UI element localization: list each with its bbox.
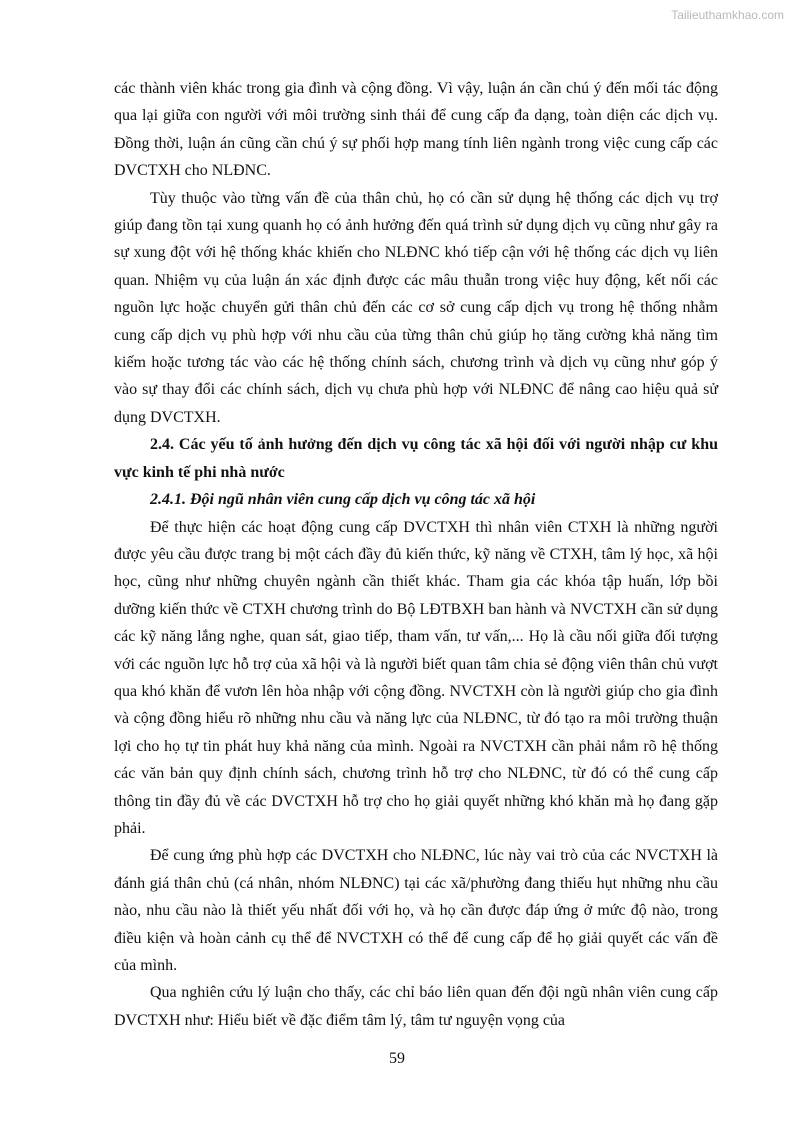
paragraph: Tùy thuộc vào từng vấn đề của thân chủ, họ có cần sử dụng hệ thống các dịch vụ trợ giúp đang tồn tại xung quanh họ có ảnh hưởng đến quá trình sử dụng dịch vụ cũng như gây ra sự xung đột với hệ thống khác khiến cho NLĐNC khó tiếp cận với hệ thống các dịch vụ liên quan. Nhiệm vụ của luận án xác định được các mâu thuẫn trong việc huy động, kết nối các nguồn lực hoặc chuyển gửi thân chủ đến các cơ sở cung cấp dịch vụ trong hệ thống nhằm cung cấp dịch vụ phù hợp với nhu cầu của từng thân chủ giúp họ tăng cường khả năng tìm kiếm hoặc tương tác vào các hệ thống chính sách, chương trình và dịch vụ cũng như góp ý vào sự thay đổi các chính sách, dịch vụ chưa phù hợp với NLĐNC để nâng cao hiệu quả sử dụng DVCTXH. bbox=[114, 189, 718, 426]
subsection-heading-2-4-1: 2.4.1. Đội ngũ nhân viên cung cấp dịch vụ công tác xã hội bbox=[150, 491, 536, 509]
watermark-text: Tailieuthamkhao.com bbox=[671, 8, 784, 22]
document-body bbox=[114, 75, 718, 1034]
page-number: 59 bbox=[389, 1050, 405, 1067]
paragraph-continuation: các thành viên khác trong gia đình và cộng đồng. Vì vậy, luận án cần chú ý đến mối tác động qua lại giữa con người với môi trường sinh thái để cung cấp đa dạng, toàn diện các dịch vụ. Đồng thời, luận án cũng cần chú ý sự phối hợp mang tính liên ngành trong việc cung cấp các DVCTXH cho NLĐNC. bbox=[114, 80, 718, 180]
paragraph: Để cung ứng phù hợp các DVCTXH cho NLĐNC, lúc này vai trò của các NVCTXH là đánh giá thân chủ (cá nhân, nhóm NLĐNC) tại các xã/phường đang thiếu hụt những nhu cầu nào, nhu cầu nào là thiết yếu nhất đối với họ, và họ cần được đáp ứng ở mức độ nào, trong điều kiện và hoàn cảnh cụ thể để NVCTXH có thể để cung cấp để họ giải quyết các vấn đề của mình. bbox=[114, 847, 718, 974]
paragraph: Qua nghiên cứu lý luận cho thấy, các chỉ báo liên quan đến đội ngũ nhân viên cung cấp DVCTXH như: Hiểu biết về đặc điểm tâm lý, tâm tư nguyện vọng của bbox=[114, 984, 718, 1029]
section-heading-2-4: 2.4. Các yếu tố ảnh hưởng đến dịch vụ công tác xã hội đối với người nhập cư khu vực kinh tế phi nhà nước bbox=[114, 436, 718, 481]
paragraph: Để thực hiện các hoạt động cung cấp DVCTXH thì nhân viên CTXH là những người được yêu cầu được trang bị một cách đầy đủ kiến thức, kỹ năng về CTXH, tâm lý học, xã hội học, cũng như những chuyên ngành cần thiết khác. Tham gia các khóa tập huấn, lớp bồi dưỡng kiến thức về CTXH chương trình do Bộ LĐTBXH ban hành và NVCTXH cần sử dụng các kỹ năng lắng nghe, quan sát, giao tiếp, tham vấn, tư vấn,... Họ là cầu nối giữa đối tượng với các nguồn lực hỗ trợ của xã hội và là người biết quan tâm chia sẻ động viên thân chủ vượt qua khó khăn để vươn lên hòa nhập với cộng đồng. NVCTXH còn là người giúp cho gia đình và cộng đồng hiểu rõ những nhu cầu và năng lực của NLĐNC, từ đó tạo ra môi trường thuận lợi cho họ tự tin phát huy khả năng của mình. Ngoài ra NVCTXH cần phải nắm rõ hệ thống các văn bản quy định chính sách, chương trình hỗ trợ cho NLĐNC, từ đó có thể cung cấp thông tin đầy đủ về các DVCTXH hỗ trợ cho họ giải quyết những khó khăn mà họ đang gặp phải. bbox=[114, 518, 718, 837]
